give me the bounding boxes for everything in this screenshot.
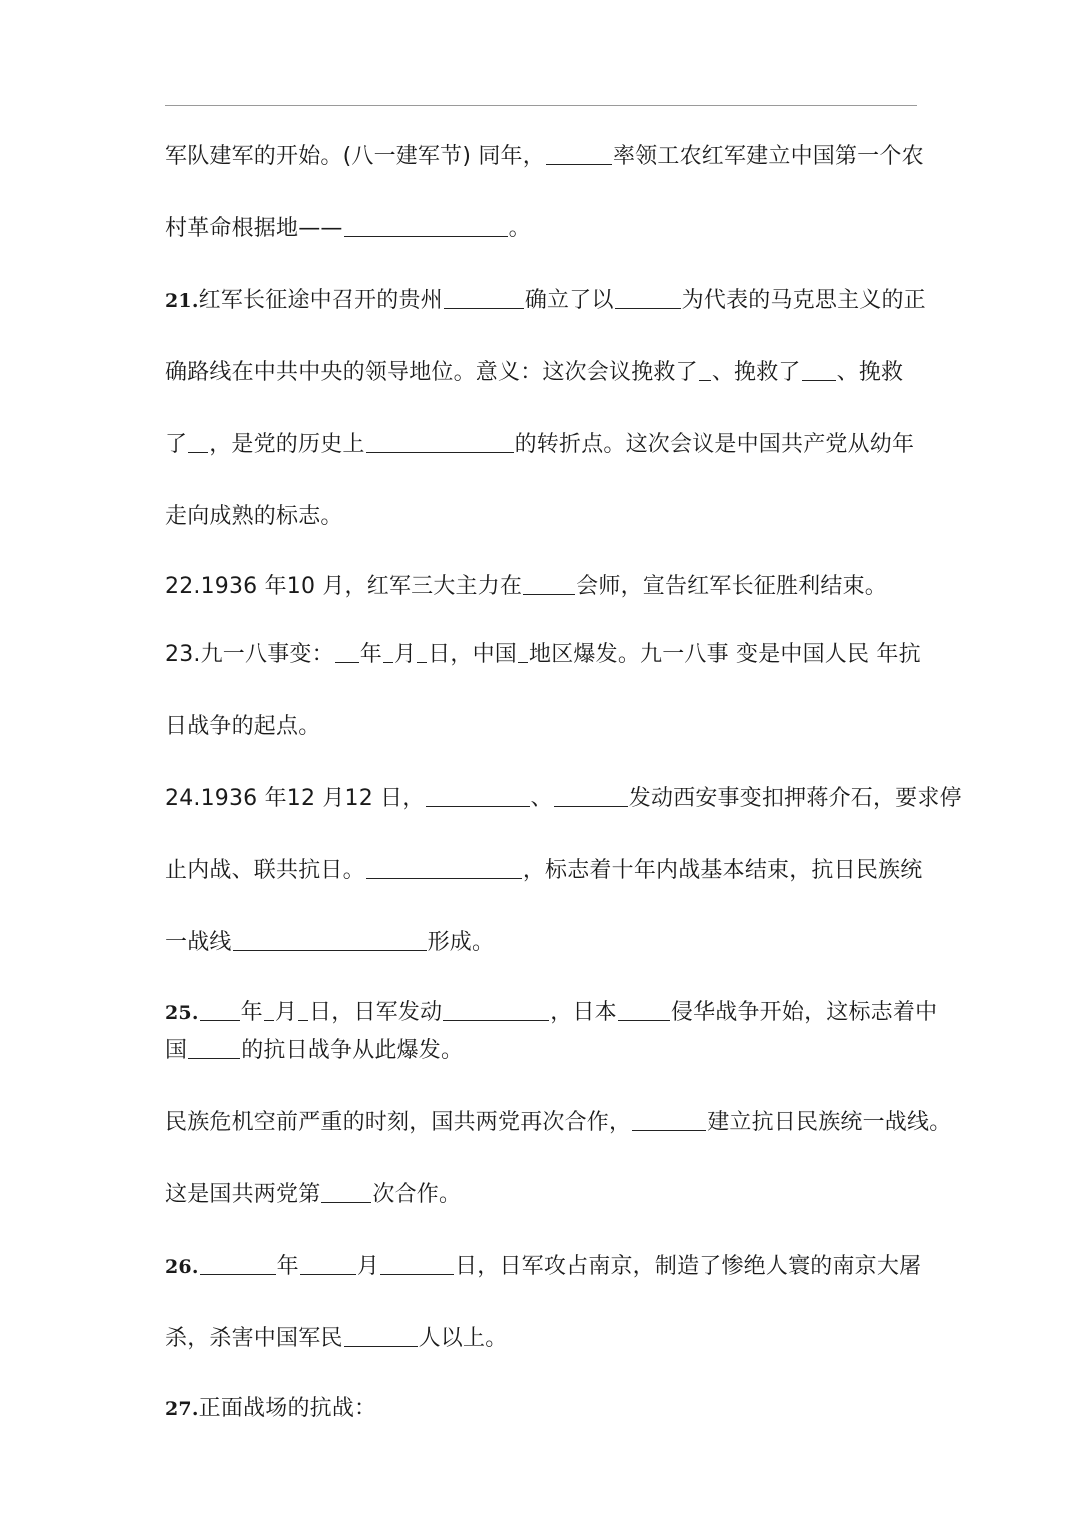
text-line [165,784,962,814]
text-line [165,286,925,316]
text-segment: 年 [359,642,382,667]
text-segment: 、 [530,786,553,811]
text-line [165,1108,952,1138]
text-segment: 村革命根据地—— [165,216,343,241]
text-segment: ，标志着十年内战基本结束，抗日民族统 [522,858,923,883]
text-segment: 22.1936 年10 月，红军三大主力在 [165,574,523,599]
text-segment: 人以上。 [418,1326,508,1351]
fill-in-blank [335,640,359,663]
fill-in-blank [615,286,681,309]
text-segment: 正面战场的抗战： [198,1396,377,1421]
text-line [165,1324,925,1354]
text-segment: 日，日军发动 [309,1000,443,1025]
fill-in-blank [802,358,836,381]
text-segment: 发动西安事变扣押蒋介石，要求停 [628,786,962,811]
question-number: 21. [165,290,199,312]
fill-in-blank [618,998,670,1021]
text-segment: 形成。 [427,930,495,955]
text-line [165,928,925,958]
text-line [165,1394,925,1424]
fill-in-blank [383,640,393,663]
fill-in-blank [366,856,522,879]
text-segment: 了 [165,432,188,457]
text-segment: 这是国共两党第 [165,1182,321,1207]
fill-in-blank [344,1324,418,1347]
text-line [165,358,925,388]
text-segment: 的抗日战争从此爆发。 [241,1038,464,1063]
fill-in-blank [200,998,240,1021]
text-segment: 杀，杀害中国军民 [165,1326,343,1351]
text-segment: 年 [276,1254,299,1279]
fill-in-blank [233,928,427,951]
text-line [165,856,925,886]
fill-in-blank [443,998,549,1021]
text-segment: 红军长征途中召开的贵州 [198,288,443,313]
text-line [165,572,925,602]
fill-in-blank [200,1252,276,1275]
header-rule [165,105,917,106]
fill-in-blank [546,142,612,165]
text-segment: 次合作。 [372,1182,462,1207]
question-number: 25. [165,1002,199,1024]
text-line [165,1036,925,1066]
text-segment: 年 [240,1000,263,1025]
text-segment: 建立抗日民族统一战线。 [707,1110,952,1135]
text-segment: 、挽救 [836,360,904,385]
text-segment: 日，中国 [428,642,518,667]
text-segment: 、挽救了 [711,360,801,385]
text-segment: 。 [508,216,531,241]
text-segment: 确路线在中共中央的领导地位。意义：这次会议挽救了 [165,360,698,385]
fill-in-blank [321,1180,371,1203]
text-segment: 走向成熟的标志。 [165,504,343,529]
text-segment: 24.1936 年12 月12 日， [165,786,425,811]
fill-in-blank [188,430,208,453]
fill-in-blank [632,1108,706,1131]
text-segment: 会师，宣告红军长征胜利结束。 [576,574,887,599]
text-line [165,998,938,1028]
text-segment: 23.九一八事变： [165,642,334,667]
fill-in-blank [518,640,528,663]
text-line [165,1180,925,1210]
text-line [165,502,925,532]
fill-in-blank [523,572,575,595]
fill-in-blank [188,1036,240,1059]
fill-in-blank [300,1252,356,1275]
text-segment: 民族危机空前严重的时刻，国共两党再次合作， [165,1110,632,1135]
text-segment: 军队建军的开始。(八一建军节) 同年， [165,144,545,169]
fill-in-blank [699,358,711,381]
fill-in-blank [554,784,628,807]
text-line [165,712,925,742]
question-number: 26. [165,1256,199,1278]
fill-in-blank [344,214,508,237]
text-segment: 止内战、联共抗日。 [165,858,365,883]
text-line [165,214,925,244]
text-segment: 日，日军攻占南京，制造了惨绝人寰的南京大屠 [455,1254,922,1279]
text-segment: 月 [274,1000,298,1025]
text-line [165,430,925,460]
text-segment: 一战线 [165,930,232,955]
text-segment: 确立了以 [524,288,614,313]
fill-in-blank [264,998,274,1021]
fill-in-blank [426,784,530,807]
fill-in-blank [380,1252,454,1275]
text-segment: 率领工农红军建立中国第一个农 [612,144,924,169]
text-line [165,640,925,670]
question-number: 27. [165,1398,199,1420]
text-segment: 日战争的起点。 [165,714,321,739]
text-segment: 的转折点。这次会议是中国共产党从幼年 [514,432,915,457]
text-segment: ，日本 [550,1000,617,1025]
fill-in-blank [444,286,524,309]
text-segment: 月 [356,1254,380,1279]
text-segment: 侵华战争开始，这标志着中 [670,1000,938,1025]
fill-in-blank [298,998,308,1021]
text-segment: 国 [165,1038,188,1063]
text-segment: ，是党的历史上 [209,432,365,457]
text-segment: 月 [394,642,417,667]
text-segment: 地区爆发。九一八事 变是中国人民 年抗 [529,642,921,667]
text-line [165,142,925,172]
text-segment: 为代表的马克思主义的正 [681,288,926,313]
text-line [165,1252,925,1282]
fill-in-blank [417,640,427,663]
fill-in-blank [366,430,514,453]
